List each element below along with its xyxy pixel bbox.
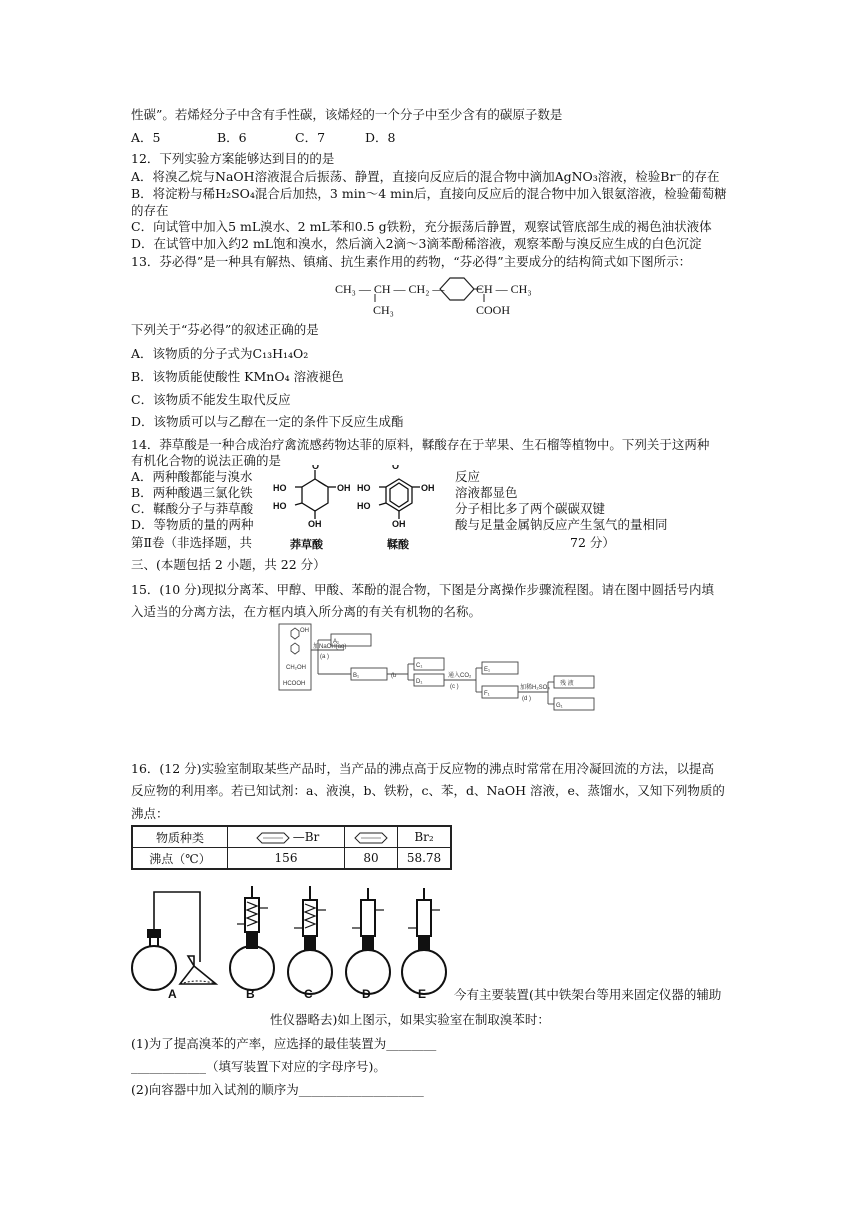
q12-option-c: C．向试管中加入5 mL溴水、2 mL苯和0.5 g铁粉，充分振荡后静置，观察试管底部生成的褐色油状液体 — [131, 219, 712, 234]
flow-G1: G₁ — [556, 703, 563, 709]
q16-part-1b: ____________（填写装置下对应的字母序号)。 — [131, 1059, 386, 1074]
table-cell-benzene: 80 — [345, 848, 398, 870]
tannic-acid-label: 鞣酸 — [387, 538, 409, 551]
flow-b: (b — [391, 673, 397, 679]
q13-intro: 下列关于“芬必得”的叙述正确的是 — [131, 322, 319, 337]
benzene-ring-icon — [351, 832, 391, 844]
shikimic-acid-label: 莽草酸 — [290, 538, 323, 551]
q14-option-b-right: 溶液都显色 — [455, 485, 518, 500]
q11-option-a: A．5 — [131, 130, 161, 145]
svg-text:OH: OH — [300, 628, 309, 634]
flow-C1: C₁ — [416, 663, 423, 669]
q14-option-c-left: C．鞣酸分子与莽草酸 — [131, 501, 254, 516]
apparatus-label-d: D — [362, 987, 371, 1000]
q14-option-d-right: 酸与足量金属钠反应产生氢气的量相同 — [455, 517, 668, 532]
ibuprofen-structure — [330, 272, 550, 322]
flow-B1: B₁ — [353, 673, 360, 679]
flowchart-drawing — [278, 622, 608, 714]
boiling-point-table — [131, 825, 452, 870]
separation-flowchart — [278, 622, 608, 714]
q11-option-b: B．6 — [217, 130, 247, 145]
flow-co2: 通入CO₂ — [448, 673, 472, 679]
q16-caption-1: 今有主要装置(其中铁架台等用来固定仪器的辅助 — [454, 987, 722, 1002]
q12-option-d: D．在试管中加入约2 mL饱和溴水，然后滴入2滴～3滴苯酚稀溶液，观察苯酚与溴反应生成的白色沉淀 — [131, 236, 702, 251]
q13-option-c: C．该物质不能发生取代反应 — [131, 392, 291, 407]
q11-option-d: D．8 — [365, 130, 396, 145]
flow-D1: D₁ — [416, 679, 423, 685]
q15-line-2: 入适当的分离方法，在方框内填入所分离的有关有机物的名称。 — [131, 604, 482, 619]
svg-text:OH: OH — [392, 519, 406, 529]
formula-right: CH — CH₃ — [476, 282, 532, 296]
table-header-bromine: Br₂ — [398, 826, 452, 848]
q14-option-b-left: B．两种酸遇三氯化铁 — [131, 485, 253, 500]
q16-part-2: (2)向容器中加入试剂的顺序为____________________ — [131, 1082, 424, 1097]
q14-stem-1: 14．莽草酸是一种合成治疗禽流感药物达菲的原料，鞣酸存在于苹果、生石榴等植物中。下列关于这两种 — [131, 437, 710, 452]
q14-option-c-right: 分子相比多了两个碳碳双键 — [455, 501, 606, 516]
flow-filtrate: 残 液 — [560, 681, 574, 687]
flow-a: (a ) — [320, 654, 329, 660]
apparatus-label-c: C — [304, 987, 313, 1000]
svg-text:HO: HO — [273, 501, 287, 511]
svg-text:HO: HO — [357, 483, 371, 493]
q12-option-b-cont: 的存在 — [131, 203, 169, 218]
flow-E1: E₁ — [484, 667, 491, 673]
q14-stem-2: 有机化合物的说法正确的是 — [131, 453, 282, 468]
q16-line-3: 沸点： — [131, 806, 169, 821]
q11-option-c: C．7 — [295, 130, 326, 145]
flow-hcooh: HCOOH — [283, 681, 306, 687]
q13-option-b: B．该物质能使酸性 KMnO₄ 溶液褪色 — [131, 369, 344, 384]
flow-A1: A₁ — [333, 639, 340, 645]
table-row-label: 沸点（℃） — [132, 848, 228, 870]
flow-naoh: 加NaOH(aq) — [313, 644, 347, 650]
apparatus-label-a: A — [168, 987, 177, 1000]
q13-option-a: A．该物质的分子式为C₁₃H₁₄O₂ — [131, 346, 309, 361]
q11-options — [131, 130, 395, 146]
q16-line-2: 反应物的利用率。若已知试剂：a、液溴，b、铁粉，c、苯，d、NaOH 溶液，e、蒸馏水，又知下列物质的 — [131, 783, 725, 798]
benzene-ring-icon — [330, 272, 550, 322]
q15-line-1: 15．(10 分)现拟分离苯、甲醇、甲酸、苯酚的混合物，下图是分离操作步骤流程图。请在图中圆括号内填 — [131, 582, 715, 597]
q12-stem: 12．下列实验方案能够达到目的的是 — [131, 151, 335, 166]
benzene-ring-icon — [253, 832, 293, 844]
q16-caption-2: 性仪器略去)如上图示，如果实验室在制取溴苯时： — [270, 1012, 550, 1027]
table-cell-bromobenzene: 156 — [228, 848, 345, 870]
svg-text:O: O — [392, 465, 400, 471]
table-row — [132, 826, 451, 848]
apparatus-label-b: B — [246, 987, 255, 1000]
svg-text:O: O — [312, 465, 320, 471]
table-header-type: 物质种类 — [132, 826, 228, 848]
apparatus-drawing — [128, 880, 458, 1000]
q14-option-a-left: A．两种酸都能与溴水 — [131, 469, 253, 484]
formula-branch: CH₃ — [373, 303, 394, 317]
svg-text:OH: OH — [421, 483, 435, 493]
section2-heading-left: 第Ⅱ卷（非选择题，共 — [131, 535, 252, 550]
svg-text:OH: OH — [308, 519, 322, 529]
acid-structures — [268, 465, 448, 553]
q13-option-d: D．该物质可以与乙醇在一定的条件下反应生成酯 — [131, 414, 404, 429]
apparatus-figures — [128, 880, 458, 1000]
q14-option-d-left: D．等物质的量的两种 — [131, 517, 254, 532]
table-header-bromobenzene: —Br — [228, 826, 345, 848]
section2-heading-right: 72 分） — [570, 535, 615, 550]
svg-text:HO: HO — [357, 501, 371, 511]
flow-h2so4: 加稀H₂SO₄ — [520, 685, 550, 691]
flow-ch2oh: CH₂OH — [286, 665, 306, 671]
q12-option-b: B．将淀粉与稀H₂SO₄混合后加热，3 min～4 min后，直接向反应后的混合物中加入银氨溶液，检验葡萄糖 — [131, 186, 727, 201]
flow-F1: F₁ — [484, 691, 490, 697]
formula-chain: CH₃ — CH — CH₂ — — [335, 282, 445, 296]
q16-part-1a: (1)为了提高溴苯的产率，应选择的最佳装置为________ — [131, 1036, 437, 1051]
table-row — [132, 848, 451, 870]
q12-option-a: A．将溴乙烷与NaOH溶液混合后振荡、静置，直接向反应后的混合物中滴加AgNO₃溶液，检验Br⁻的存在 — [131, 169, 720, 184]
q16-line-1: 16．(12 分)实验室制取某些产品时，当产品的沸点高于反应物的沸点时常常在用冷凝回流的方法，以提高 — [131, 761, 715, 776]
q11-tail: 性碳”。若烯烃分子中含有手性碳，该烯烃的一个分子中至少含有的碳原子数是 — [131, 107, 563, 122]
q13-stem: 13．芬必得”是一种具有解热、镇痛、抗生素作用的药物，“芬必得”主要成分的结构简式如下图所示： — [131, 254, 692, 269]
formula-cooh: COOH — [476, 303, 511, 317]
apparatus-label-e: E — [418, 987, 427, 1000]
svg-text:HO: HO — [273, 483, 287, 493]
section3-heading: 三、(本题包括 2 小题，共 22 分） — [131, 557, 326, 572]
svg-text:OH: OH — [337, 483, 351, 493]
table-cell-bromine: 58.78 — [398, 848, 452, 870]
table-header-benzene — [345, 826, 398, 848]
q14-option-a-right: 反应 — [455, 469, 481, 484]
flow-c: (c ) — [450, 684, 459, 690]
flow-d: (d ) — [522, 696, 531, 702]
